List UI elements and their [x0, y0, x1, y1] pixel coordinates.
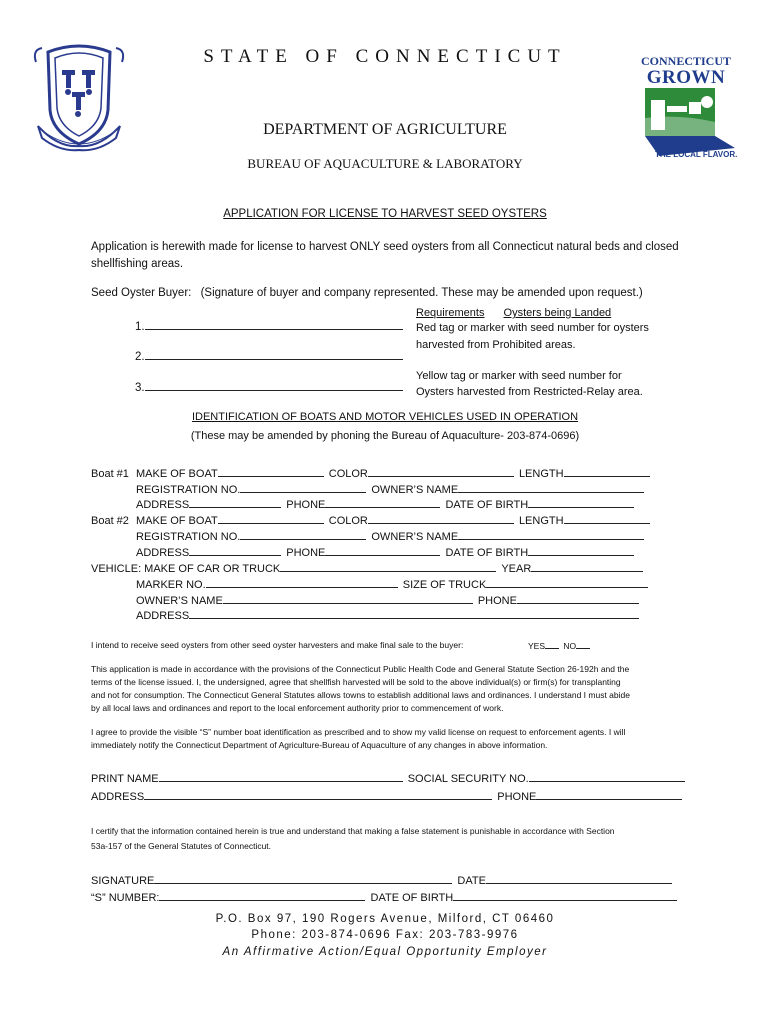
provisions-line-4: by all local laws and ordinances and report to the local enforcement authority prior to commencement of work. — [91, 703, 504, 713]
boat2-phone-field[interactable] — [325, 545, 440, 556]
boat2-length-field[interactable] — [564, 513, 650, 524]
certify-line-1: I certify that the information contained herein is true and understand that making a false statement is punishable in accordance with Section — [91, 826, 615, 836]
intent-answer — [528, 639, 590, 653]
registration-label: REGISTRATION NO. — [136, 484, 241, 496]
signature-label: SIGNATURE — [91, 875, 155, 887]
vehicle-marker-field[interactable] — [206, 577, 398, 588]
boat2-registration-field[interactable] — [240, 529, 366, 540]
color-label: COLOR — [328, 468, 368, 480]
s-number-row — [91, 890, 677, 904]
intent-statement: I intend to receive seed oysters from other seed oyster harvesters and make final sale to the buyer: — [91, 640, 464, 650]
boat1-row2 — [136, 482, 644, 496]
ssn-field[interactable] — [529, 771, 685, 782]
date-label: DATE — [457, 875, 486, 887]
buyer-line-3[interactable] — [135, 380, 403, 394]
vehicle-make-field[interactable] — [280, 561, 496, 572]
size-of-truck-label: SIZE OF TRUCK — [402, 579, 487, 591]
requirements-header — [416, 307, 611, 319]
boat1-registration-field[interactable] — [240, 482, 366, 493]
s-number-label: “S” NUMBER: — [91, 892, 160, 904]
vehicle-address-field[interactable] — [189, 608, 639, 619]
vehicle-make-label: VEHICLE: MAKE OF CAR OR TRUCK — [91, 563, 281, 575]
dob-label: DATE OF BIRTH — [445, 499, 529, 511]
provisions-line-2: terms of the license issued. I, the undersigned, agree that shellfish harvested will be sold to the above individual(s) or firm(s) for transplanting — [91, 677, 621, 687]
owners-name-label: OWNER’S NAME — [371, 484, 459, 496]
address-label: ADDRESS — [136, 547, 190, 559]
boat1-owner-field[interactable] — [458, 482, 644, 493]
state-title: STATE OF CONNECTICUT — [203, 46, 567, 67]
footer-eoe: An Affirmative Action/Equal Opportunity Employer — [222, 946, 548, 958]
vehicle-owner-field[interactable] — [223, 593, 473, 604]
boat2-label: Boat #2 — [91, 515, 129, 527]
agreement-line-1: I agree to provide the visible “S” number boat identification as prescribed and to show my valid license on request to enforcement agents. I will — [91, 727, 626, 737]
s-number-field[interactable] — [159, 890, 365, 901]
date-field[interactable] — [486, 873, 672, 884]
boat2-row1 — [91, 513, 650, 527]
provisions-line-1: This application is made in accordance with the provisions of the Connecticut Public Health Code and General Statute Section 26-192h and the — [91, 664, 630, 674]
registration-label: REGISTRATION NO. — [136, 531, 241, 543]
address-label: ADDRESS — [136, 499, 190, 511]
boat1-row3 — [136, 497, 634, 511]
phone-label: PHONE — [497, 791, 537, 803]
buyer-label-text: Seed Oyster Buyer: — [91, 287, 192, 299]
bureau-title: BUREAU OF AQUACULTURE & LABORATORY — [247, 156, 523, 171]
address-row — [91, 789, 682, 803]
requirements-label: Requirements — [416, 307, 485, 319]
red-tag-requirement-2: harvested from Prohibited areas. — [416, 339, 576, 351]
footer-phone: Phone: 203-874-0696 Fax: 203-783-9976 — [251, 929, 519, 941]
boat1-row1 — [91, 466, 650, 480]
vehicle-phone-field[interactable] — [517, 593, 639, 604]
marker-no-label: MARKER NO. — [136, 579, 206, 591]
boat2-row3 — [136, 545, 634, 559]
boat2-make-field[interactable] — [218, 513, 324, 524]
boat1-make-field[interactable] — [218, 466, 324, 477]
yes-label: YES — [528, 641, 546, 651]
farm-scene-icon — [645, 88, 735, 156]
boat2-row2 — [136, 529, 644, 543]
boat1-dob-field[interactable] — [528, 497, 634, 508]
address-label: ADDRESS — [136, 610, 190, 622]
boat1-color-field[interactable] — [368, 466, 514, 477]
agreement-line-2: immediately notify the Connecticut Department of Agriculture-Bureau of Aquaculture of any changes in above information. — [91, 740, 548, 750]
print-name-field[interactable] — [159, 771, 403, 782]
buyer-label — [91, 287, 643, 299]
identification-subtitle: (These may be amended by phoning the Bureau of Aquaculture- 203-874-0696) — [190, 430, 580, 442]
dob-field[interactable] — [453, 890, 677, 901]
vehicle-year-field[interactable] — [531, 561, 643, 572]
buyer-line-number: 2. — [135, 351, 145, 363]
no-label: NO — [563, 641, 577, 651]
print-name-row — [91, 771, 685, 785]
dob-label: DATE OF BIRTH — [445, 547, 529, 559]
oysters-landed-label: Oysters being Landed — [503, 307, 612, 319]
yes-field[interactable] — [545, 639, 559, 649]
owners-name-label: OWNER’S NAME — [371, 531, 459, 543]
red-tag-requirement-1: Red tag or marker with seed number for oysters — [416, 322, 649, 334]
make-of-boat-label: MAKE OF BOAT — [135, 515, 218, 527]
logo-line1: CONNECTICUT — [640, 54, 731, 68]
yellow-tag-requirement-2: Oysters harvested from Restricted-Relay area. — [416, 386, 643, 398]
vehicle-row2 — [136, 577, 648, 591]
length-label: LENGTH — [518, 468, 564, 480]
boat1-label: Boat #1 — [91, 468, 129, 480]
phone-label: PHONE — [286, 499, 326, 511]
boat1-phone-field[interactable] — [325, 497, 440, 508]
phone-field[interactable] — [536, 789, 682, 800]
print-name-label: PRINT NAME — [91, 773, 159, 785]
form-title: APPLICATION FOR LICENSE TO HARVEST SEED OYSTERS — [223, 208, 547, 220]
boat2-owner-field[interactable] — [458, 529, 644, 540]
logo-tagline: THE LOCAL FLAVOR. — [655, 150, 738, 159]
no-field[interactable] — [576, 639, 590, 649]
color-label: COLOR — [328, 515, 368, 527]
connecticut-grown-logo — [633, 54, 739, 164]
buyer-line-number: 3. — [135, 382, 145, 394]
buyer-line-2[interactable] — [135, 349, 403, 363]
signature-row — [91, 873, 672, 887]
signature-field[interactable] — [154, 873, 452, 884]
logo-line2: GROWN — [646, 67, 726, 88]
boat1-address-field[interactable] — [189, 497, 281, 508]
buyer-line-1[interactable] — [135, 319, 403, 333]
phone-label: PHONE — [477, 595, 517, 607]
make-of-boat-label: MAKE OF BOAT — [135, 468, 218, 480]
vehicle-row1 — [91, 561, 643, 575]
vehicle-row4 — [136, 608, 639, 622]
buyer-note: (Signature of buyer and company represented. These may be amended upon request.) — [200, 287, 643, 299]
address-label: ADDRESS — [91, 791, 145, 803]
owners-name-label: OWNER’S NAME — [136, 595, 223, 607]
year-label: YEAR — [501, 563, 532, 575]
identification-title: IDENTIFICATION OF BOATS AND MOTOR VEHICLES USED IN OPERATION — [191, 411, 579, 423]
address-field[interactable] — [144, 789, 492, 800]
phone-label: PHONE — [286, 547, 326, 559]
buyer-line-number: 1. — [135, 321, 145, 333]
department-title: DEPARTMENT OF AGRICULTURE — [263, 121, 507, 138]
length-label: LENGTH — [518, 515, 564, 527]
yellow-tag-requirement-1: Yellow tag or marker with seed number for — [416, 370, 622, 382]
boat2-address-field[interactable] — [189, 545, 281, 556]
dob-label: DATE OF BIRTH — [370, 892, 454, 904]
boat2-dob-field[interactable] — [528, 545, 634, 556]
boat2-color-field[interactable] — [368, 513, 514, 524]
boat1-length-field[interactable] — [564, 466, 650, 477]
certify-line-2: 53a-157 of the General Statutes of Connecticut. — [91, 841, 272, 851]
footer-address: P.O. Box 97, 190 Rogers Avenue, Milford, CT 06460 — [215, 913, 555, 925]
vehicle-size-field[interactable] — [486, 577, 648, 588]
provisions-line-3: and not for consumption. The Connecticut General Statutes allows towns to establish additional laws and ordinances. I understand I must abide — [91, 690, 630, 700]
intro-text: Application is herewith made for license to harvest ONLY seed oysters from all Connecticut natural beds and closed shellfishing areas. — [91, 241, 679, 270]
vehicle-row3 — [136, 593, 639, 607]
ssn-label: SOCIAL SECURITY NO. — [407, 773, 529, 785]
